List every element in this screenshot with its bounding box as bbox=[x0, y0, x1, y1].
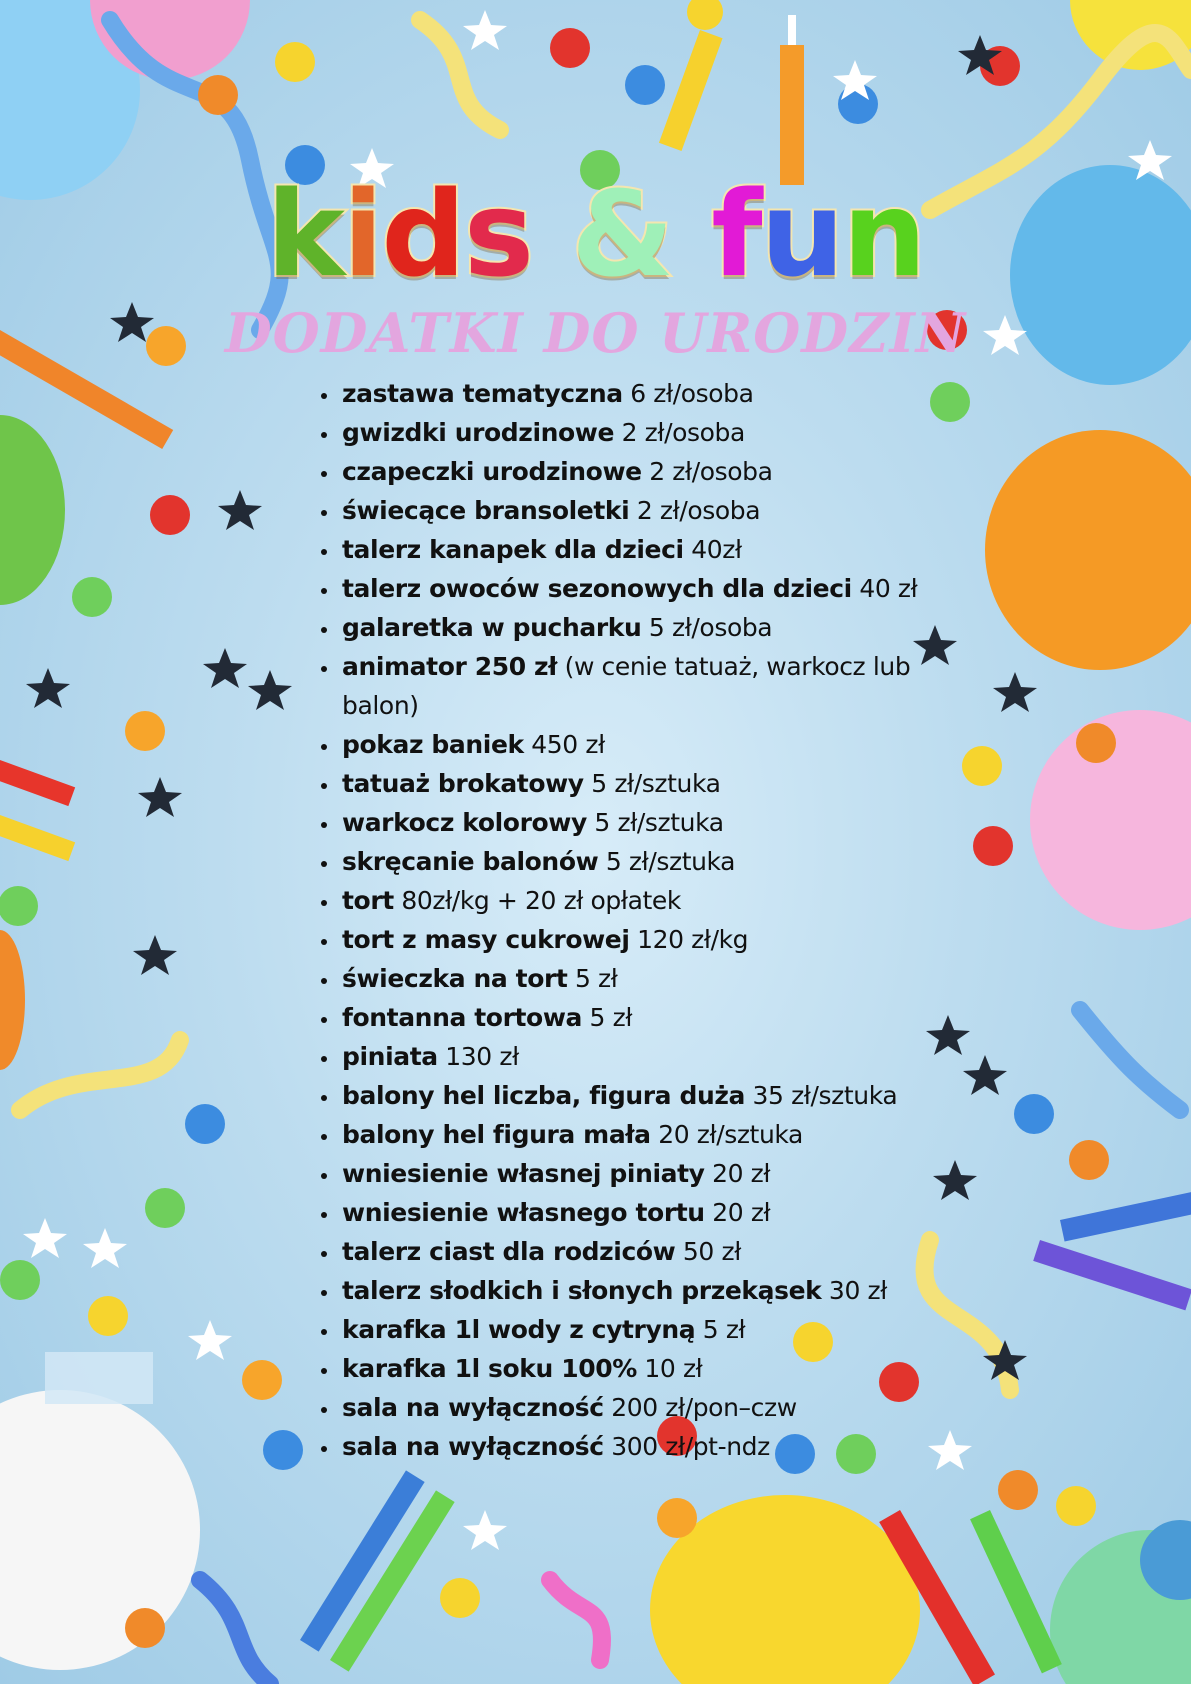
item-name: skręcanie balonów bbox=[342, 847, 599, 876]
item-name: balony hel figura mała bbox=[342, 1120, 651, 1149]
list-item bbox=[340, 1193, 980, 1232]
list-item bbox=[340, 803, 980, 842]
item-price: 80zł/kg + 20 zł opłatek bbox=[393, 886, 681, 915]
item-price: 5 zł/sztuka bbox=[586, 808, 724, 837]
item-name: galaretka w pucharku bbox=[342, 613, 642, 642]
item-price: 35 zł/sztuka bbox=[744, 1081, 898, 1110]
item-name: czapeczki urodzinowe bbox=[342, 457, 642, 486]
item-price: 5 zł/osoba bbox=[641, 613, 773, 642]
logo-part: i bbox=[342, 165, 382, 303]
list-item bbox=[340, 413, 980, 452]
item-name: talerz ciast dla rodziców bbox=[342, 1237, 676, 1266]
list-item bbox=[340, 452, 980, 491]
item-name: karafka 1l soku 100% bbox=[342, 1354, 637, 1383]
item-name: piniata bbox=[342, 1042, 438, 1071]
list-item bbox=[340, 374, 980, 413]
logo-part: f bbox=[711, 165, 761, 303]
list-item bbox=[340, 725, 980, 764]
item-name: zastawa tematyczna bbox=[342, 379, 623, 408]
list-item bbox=[340, 491, 980, 530]
item-name: świecące bransoletki bbox=[342, 496, 630, 525]
logo-part: & bbox=[571, 165, 673, 303]
list-item bbox=[340, 608, 980, 647]
item-price: (w cenie tatuaż, warkocz lub balon) bbox=[342, 652, 911, 720]
item-price: 5 zł bbox=[695, 1315, 746, 1344]
item-name: świeczka na tort bbox=[342, 964, 568, 993]
item-price: 120 zł/kg bbox=[629, 925, 749, 954]
item-price: 40zł bbox=[683, 535, 742, 564]
list-item bbox=[340, 1271, 980, 1310]
item-name: sala na wyłączność bbox=[342, 1393, 604, 1422]
list-item bbox=[340, 920, 980, 959]
item-price: 200 zł/pon–czw bbox=[603, 1393, 797, 1422]
list-item bbox=[340, 569, 980, 608]
list-item bbox=[340, 530, 980, 569]
list-item bbox=[340, 1232, 980, 1271]
price-list bbox=[312, 374, 980, 1466]
logo-part bbox=[672, 165, 711, 303]
item-price: 20 zł bbox=[704, 1159, 771, 1188]
logo-part: s bbox=[463, 165, 533, 303]
item-price: 5 zł/sztuka bbox=[583, 769, 721, 798]
list-item bbox=[340, 1388, 980, 1427]
item-name: balony hel liczba, figura duża bbox=[342, 1081, 745, 1110]
logo-part: u bbox=[760, 165, 843, 303]
item-price: 6 zł/osoba bbox=[622, 379, 754, 408]
list-item bbox=[340, 1154, 980, 1193]
item-name: talerz słodkich i słonych przekąsek bbox=[342, 1276, 822, 1305]
page-subtitle: DODATKI DO URODZIN bbox=[224, 301, 967, 365]
item-name: tatuaż brokatowy bbox=[342, 769, 584, 798]
item-price: 10 zł bbox=[636, 1354, 703, 1383]
item-price: 2 zł/osoba bbox=[614, 418, 745, 447]
item-price: 20 zł/sztuka bbox=[650, 1120, 803, 1149]
item-name: talerz kanapek dla dzieci bbox=[342, 535, 684, 564]
list-item bbox=[340, 764, 980, 803]
list-item bbox=[340, 998, 980, 1037]
item-price: 130 zł bbox=[437, 1042, 519, 1071]
kids-and-fun-logo bbox=[0, 165, 1191, 303]
blank-label-box bbox=[45, 1352, 153, 1404]
list-item bbox=[340, 647, 980, 725]
list-item bbox=[340, 842, 980, 881]
item-name: tort bbox=[342, 886, 394, 915]
logo-part: d bbox=[381, 165, 464, 303]
list-item bbox=[340, 1115, 980, 1154]
logo-part bbox=[532, 165, 571, 303]
item-name: tort z masy cukrowej bbox=[342, 925, 630, 954]
logo-part: n bbox=[842, 165, 925, 303]
list-item bbox=[340, 1310, 980, 1349]
item-price: 50 zł bbox=[675, 1237, 741, 1266]
item-price: 2 zł/osoba bbox=[629, 496, 761, 525]
item-price: 5 zł bbox=[567, 964, 618, 993]
item-name: karafka 1l wody z cytryną bbox=[342, 1315, 696, 1344]
item-price: 300 zł/pt-ndz bbox=[603, 1432, 770, 1461]
list-item bbox=[340, 1349, 980, 1388]
item-name: animator 250 zł bbox=[342, 652, 558, 681]
item-name: pokaz baniek bbox=[342, 730, 524, 759]
item-name: fontanna tortowa bbox=[342, 1003, 582, 1032]
item-price: 40 zł bbox=[851, 574, 918, 603]
item-name: talerz owoców sezonowych dla dzieci bbox=[342, 574, 852, 603]
list-item bbox=[340, 1427, 980, 1466]
list-item bbox=[340, 881, 980, 920]
item-name: gwizdki urodzinowe bbox=[342, 418, 615, 447]
item-price: 20 zł bbox=[704, 1198, 771, 1227]
list-item bbox=[340, 959, 980, 998]
item-price: 450 zł bbox=[523, 730, 605, 759]
item-price: 2 zł/osoba bbox=[641, 457, 773, 486]
item-name: warkocz kolorowy bbox=[342, 808, 587, 837]
item-price: 30 zł bbox=[821, 1276, 887, 1305]
item-price: 5 zł bbox=[582, 1003, 633, 1032]
logo-part: k bbox=[266, 165, 343, 303]
list-item bbox=[340, 1076, 980, 1115]
item-name: sala na wyłączność bbox=[342, 1432, 604, 1461]
list-item bbox=[340, 1037, 980, 1076]
item-name: wniesienie własnego tortu bbox=[342, 1198, 705, 1227]
item-name: wniesienie własnej piniaty bbox=[342, 1159, 705, 1188]
item-price: 5 zł/sztuka bbox=[598, 847, 736, 876]
